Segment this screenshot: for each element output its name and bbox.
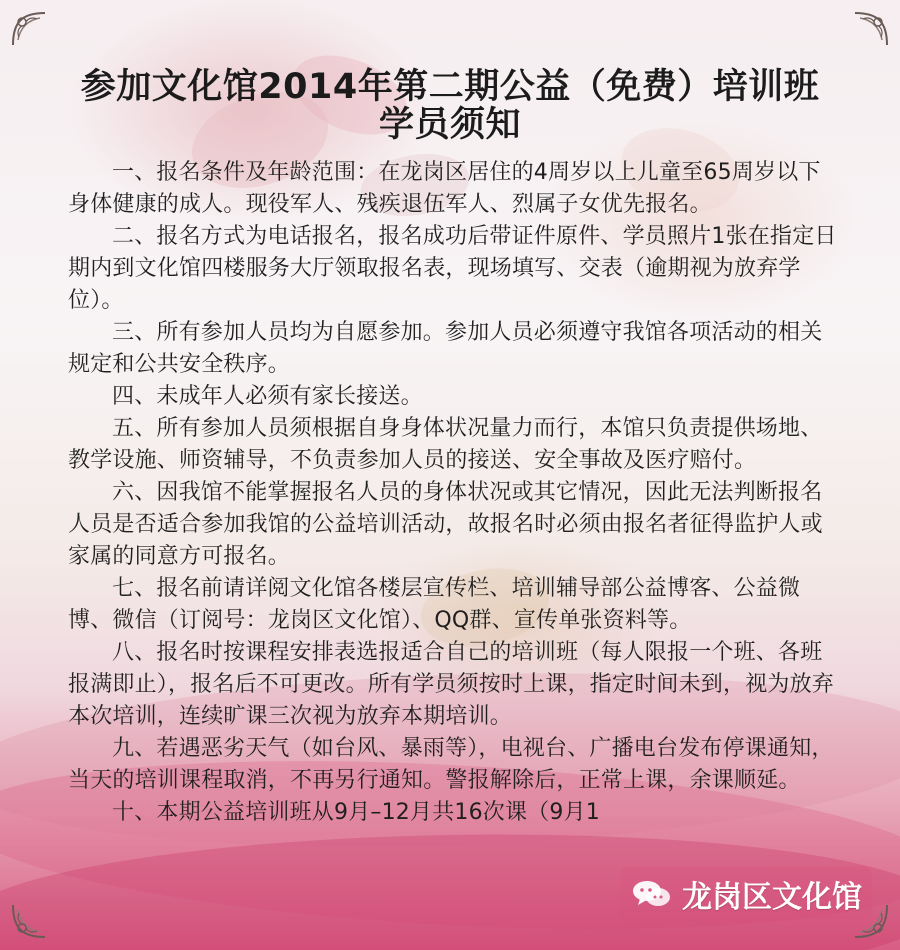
notice-paragraph-3: 三、所有参加人员均为自愿参加。参加人员必须遵守我馆各项活动的相关规定和公共安全秩序。	[68, 320, 823, 377]
notice-body	[68, 157, 838, 829]
notice-paragraph-4: 四、未成年人必须有家长接送。	[112, 384, 423, 409]
wechat-brand-watermark	[620, 866, 872, 922]
notice-paragraph-2: 二、报名方式为电话报名，报名成功后带证件原件、学员照片1张在指定日期内到文化馆四楼服务大厅领取报名表，现场填写、交表（逾期视为放弃学位）。	[68, 224, 837, 313]
title-line-1: 参加文化馆2014年第二期公益（免费）培训班	[80, 67, 820, 108]
notice-paragraph-7: 七、报名前请详阅文化馆各楼层宣传栏、培训辅导部公益博客、公益微博、微信（订阅号：龙岗区文化馆）、QQ群、宣传单张资料等。	[68, 576, 801, 633]
notice-paragraph-5: 五、所有参加人员须根据自身身体状况量力而行，本馆只负责提供场地、教学设施、师资辅导，不负责参加人员的接送、安全事故及医疗赔付。	[68, 416, 823, 473]
ornament-corner-icon	[8, 8, 50, 50]
page-title	[0, 69, 900, 143]
ornament-corner-icon	[8, 900, 50, 942]
title-line-2: 学员须知	[378, 104, 521, 145]
notice-paragraph-9: 九、若遇恶劣天气（如台风、暴雨等），电视台、广播电台发布停课通知，当天的培训课程取消，不再另行通知。警报解除后，正常上课，余课顺延。	[68, 736, 834, 793]
ornament-corner-icon	[850, 8, 892, 50]
brand-label: 龙岗区文化馆	[682, 880, 862, 915]
notice-paragraph-6: 六、因我馆不能掌握报名人员的身体状况或其它情况，因此无法判断报名人员是否适合参加我馆的公益培训活动，故报名时必须由报名者征得监护人或家属的同意方可报名。	[68, 480, 823, 569]
notice-paragraph-1: 一、报名条件及年龄范围：在龙岗区居住的4周岁以上儿童至65周岁以下身体健康的成人。现役军人、残疾退伍军人、烈属子女优先报名。	[68, 160, 821, 217]
notice-paragraph-10: 十、本期公益培训班从9月–12月共16次课（9月1	[112, 800, 600, 825]
notice-paragraph-8: 八、报名时按课程安排表选报适合自己的培训班（每人限报一个班、各班报满即止），报名后不可更改。所有学员须按时上课，指定时间未到，视为放弃本次培训，连续旷课三次视为放弃本期培训。	[68, 640, 835, 729]
wechat-icon	[630, 877, 674, 911]
